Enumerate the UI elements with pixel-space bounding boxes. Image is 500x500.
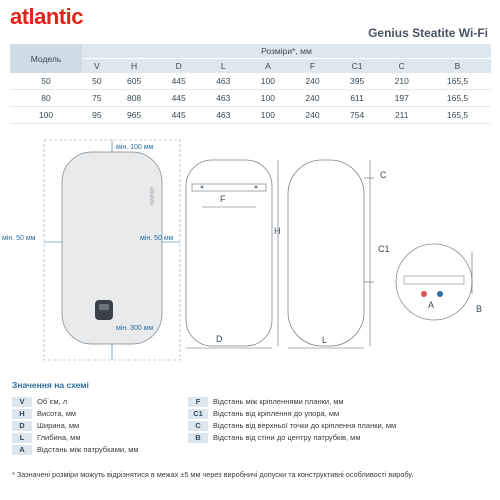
legend-item (188, 408, 396, 419)
dim-C-label: C (380, 170, 387, 180)
legend-key: A (12, 445, 32, 455)
table-cell: 50 (82, 73, 112, 90)
table-cell: 240 (290, 107, 335, 124)
legend-key: D (12, 421, 32, 431)
control-display (99, 304, 109, 310)
footnote: * Зазначені розміри можуть відрізнятися в межах ±5 мм через виробничі допуски та конструктивні особливості виробу. (12, 470, 414, 479)
table-cell: 445 (156, 107, 201, 124)
table-cell: 445 (156, 90, 201, 107)
table-cell: 240 (290, 90, 335, 107)
legend-item (12, 432, 139, 443)
legend-text: Висота, мм (37, 409, 77, 418)
table-cell: 165,5 (424, 107, 491, 124)
legend-text: Відстань від стіни до центру патрубків, мм (213, 433, 361, 442)
table-cell: 50 (10, 73, 82, 90)
table-row (10, 107, 491, 124)
legend-text: Ширина, мм (37, 421, 80, 430)
column-header-f: F (290, 59, 335, 74)
column-header-c1: C1 (335, 59, 380, 74)
dimensions-table (10, 44, 491, 124)
product-brand-vertical: atlantic (148, 187, 154, 207)
legend-item (12, 420, 139, 431)
table-cell: 211 (379, 107, 424, 124)
legend-item (188, 420, 396, 431)
table-cell: 965 (112, 107, 157, 124)
column-header-c: C (379, 59, 424, 74)
clearance-left-label: мін. 50 мм (2, 235, 36, 242)
table-cell: 808 (112, 90, 157, 107)
tank-side-view (288, 160, 364, 346)
legend-key: B (188, 433, 208, 443)
technical-diagram (0, 132, 500, 377)
dim-L-label: L (322, 335, 328, 345)
table-cell: 100 (10, 107, 82, 124)
legend-key: H (12, 409, 32, 419)
table-cell: 463 (201, 90, 246, 107)
table-row (10, 73, 491, 90)
dim-B-label: B (476, 304, 483, 314)
clearance-right-label: мін. 50 мм (140, 235, 174, 242)
legend-text: Відстань між патрубками, мм (37, 445, 139, 454)
legend-text: Глибина, мм (37, 433, 81, 442)
table-cell: 95 (82, 107, 112, 124)
dim-F-label: F (220, 194, 226, 204)
table-cell: 445 (156, 73, 201, 90)
table-cell: 197 (379, 90, 424, 107)
legend-key: F (188, 397, 208, 407)
clearance-top-label: мін. 100 мм (116, 144, 154, 151)
legend-title: Значення на схемі (12, 380, 89, 390)
legend-left-column (12, 396, 139, 456)
table-cell: 463 (201, 73, 246, 90)
legend-item (188, 432, 396, 443)
legend-right-column (188, 396, 396, 444)
dim-C1-label: C1 (378, 244, 390, 254)
clearance-bottom-label: мін. 300 мм (116, 325, 154, 332)
table-cell: 240 (290, 73, 335, 90)
table-cell: 80 (10, 90, 82, 107)
legend-text: Об´єм, л (37, 397, 68, 406)
table-cell: 100 (246, 107, 291, 124)
dimensions-header: Розміри*, мм (82, 44, 491, 59)
table-cell: 605 (112, 73, 157, 90)
dim-D-label: D (216, 334, 223, 344)
table-cell: 611 (335, 90, 380, 107)
pipe-hot (421, 291, 427, 297)
legend-text: Відстань між кріпленнями планки, мм (213, 397, 344, 406)
dim-A-label: A (428, 300, 435, 310)
column-header-d: D (156, 59, 201, 74)
table-cell: 463 (201, 107, 246, 124)
column-header-b: B (424, 59, 491, 74)
legend-key: C (188, 421, 208, 431)
table-cell: 100 (246, 90, 291, 107)
legend-item (12, 444, 139, 455)
table-cell: 754 (335, 107, 380, 124)
column-header-v: V (82, 59, 112, 74)
legend-text: Відстань від верхньої точки до кріплення планки, мм (213, 421, 397, 430)
table-cell: 210 (379, 73, 424, 90)
table-cell: 100 (246, 73, 291, 90)
column-header-a: A (246, 59, 291, 74)
column-header-l: L (201, 59, 246, 74)
column-header-h: H (112, 59, 157, 74)
legend-item (12, 396, 139, 407)
table-cell: 75 (82, 90, 112, 107)
table-cell: 165,5 (424, 73, 491, 90)
legend-item (12, 408, 139, 419)
legend-text: Відстань від кріплення до упора, мм (213, 409, 340, 418)
model-title: Genius Steatite Wi-Fi (368, 26, 488, 40)
pipe-cold (437, 291, 443, 297)
legend-key: V (12, 397, 32, 407)
dim-H-label: H (274, 226, 281, 236)
legend-item (188, 396, 396, 407)
model-column-header: Модель (10, 44, 82, 73)
tank-rear-view (186, 160, 272, 346)
table-cell: 395 (335, 73, 380, 90)
legend-key: L (12, 433, 32, 443)
brand-logo: atlantic (10, 4, 84, 29)
table-cell: 165,5 (424, 90, 491, 107)
legend-key: C1 (188, 409, 208, 419)
table-row (10, 90, 491, 107)
